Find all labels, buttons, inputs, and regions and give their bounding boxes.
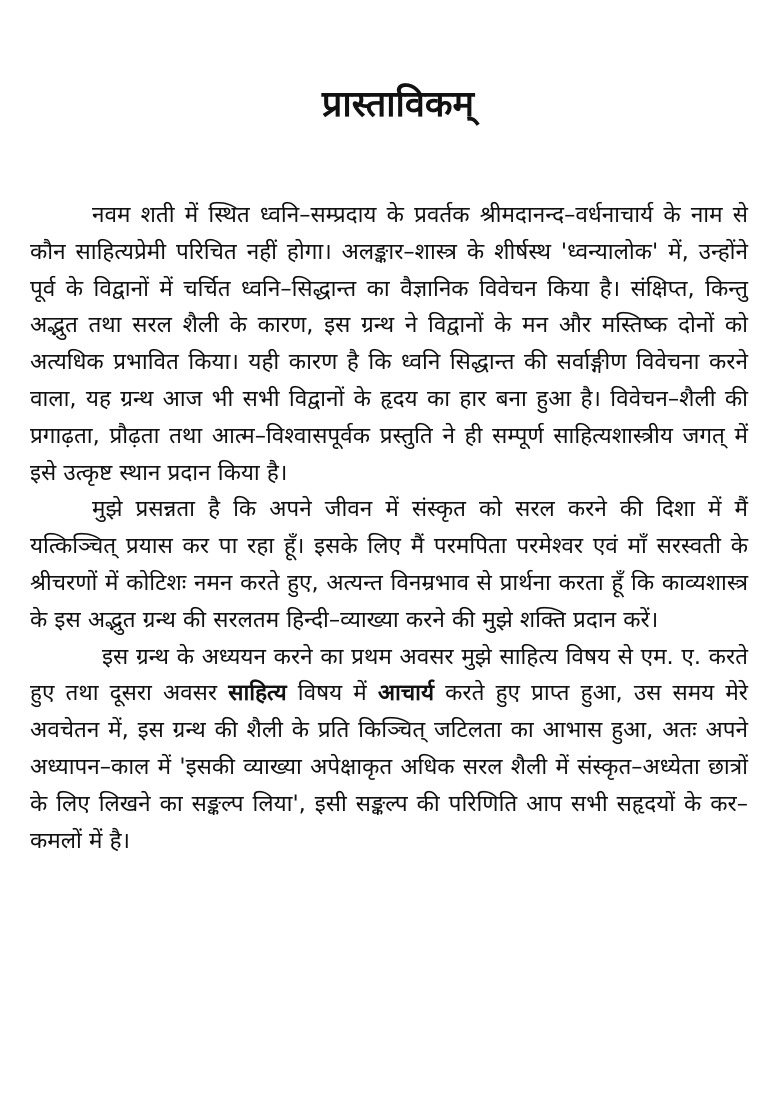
paragraph-2 [30,491,748,638]
paragraph-1 [30,197,748,491]
paragraph-2-text: मुझे प्रसन्नता है कि अपने जीवन में संस्कृत को सरल करने की दिशा में मैं यत्किञ्चित् प्रयास कर पा रहा हूँ। इसके लिए मैं परमपिता परमेश्वर एवं माँ सरस्वती के श्रीचरणों में कोटिशः नमन करते हुए, अत्यन्त विनम्रभाव से प्रार्थना करता हूँ कि काव्यशास्त्र के इस अद्भुत ग्रन्थ की सरलतम हिन्दी–व्याख्या करने की मुझे शक्ति प्रदान करें। [30,496,748,633]
paragraph-1-text: नवम शती में स्थित ध्वनि–सम्प्रदाय के प्रवर्तक श्रीमदानन्द–वर्धनाचार्य के नाम से कौन साहित्यप्रेमी परिचित नहीं होगा। अलङ्कार–शास्त्र के शीर्षस्थ 'ध्वन्यालोक' में, उन्होंने पूर्व के विद्वानों में चर्चित ध्वनि–सिद्धान्त का वैज्ञानिक विवेचन किया है। संक्षिप्त, किन्तु अद्भुत तथा सरल शैली के कारण, इस ग्रन्थ ने विद्वानों के मन और मस्तिष्क दोनों को अत्यधिक प्रभावित किया। यही कारण है कि ध्वनि सिद्धान्त की सर्वाङ्गीण विवेचना करने वाला, यह ग्रन्थ आज भी सभी विद्वानों के हृदय का हार बना हुआ है। विवेचन–शैली की प्रगाढ़ता, प्रौढ़ता तथा आत्म–विश्वासपूर्वक प्रस्तुति ने ही सम्पूर्ण साहित्यशास्त्रीय जगत् में इसे उत्कृष्ट स्थान प्रदान किया है। [30,202,748,486]
paragraph-3-text-b: विषय में [286,680,378,707]
page-body [30,197,748,859]
paragraph-3-bold-acharya: आचार्य [377,680,435,707]
page-title: प्रास्ताविकम् [321,84,475,125]
paragraph-3-bold-sahitya: साहित्य [228,680,287,707]
paragraph-3-text-a: इस ग्रन्थ के अध्ययन करने का प्रथम अवसर मुझे साहित्य विषय से एम. ए. करते हुए तथा दूसरा अवसर [30,643,748,707]
paragraph-3-text-c: करते हुए प्राप्त हुआ, उस समय मेरे अवचेतन में, इस ग्रन्थ की शैली के प्रति किञ्चित् जटिलता का आभास हुआ, अतः अपने अध्यापन–काल में 'इसकी व्याख्या अपेक्षाकृत अधिक सरल शैली में संस्कृत–अध्येता छात्रों के लिए लिखने का सङ्कल्प लिया', इसी सङ्कल्प की परिणिति आप सभी सहृदयों के कर–कमलों में है। [30,680,748,854]
paragraph-3 [30,639,748,860]
